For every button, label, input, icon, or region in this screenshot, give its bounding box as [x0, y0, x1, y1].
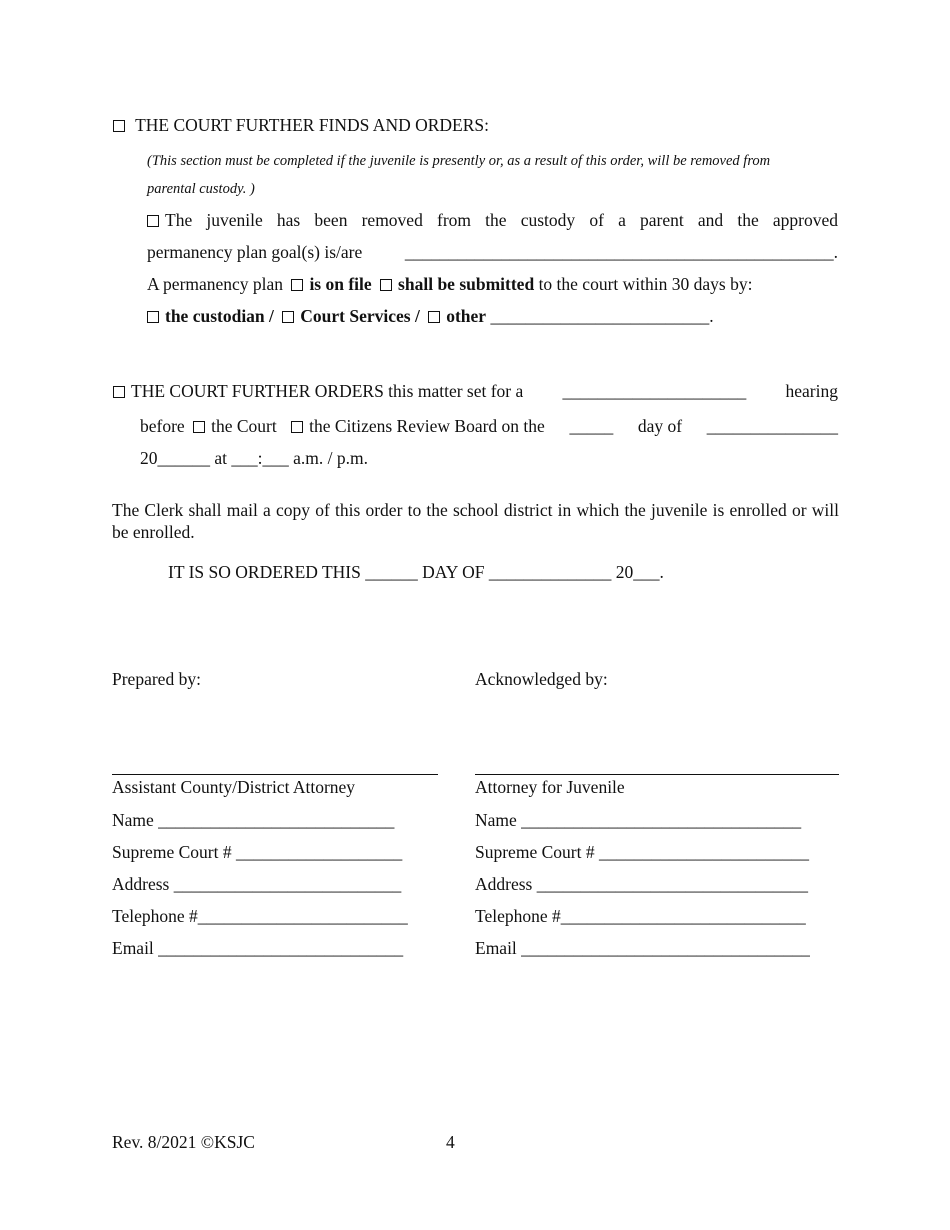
custodian-checkbox[interactable]	[147, 311, 159, 323]
juvenile-attorney-email-field[interactable]: Email _________________________________	[475, 938, 810, 958]
hearing-day-field[interactable]: _____	[569, 416, 614, 436]
day-of-label: day of	[637, 416, 683, 436]
juvenile-attorney-supreme-court-field[interactable]: Supreme Court # ________________________	[475, 842, 809, 862]
prosecutor-telephone-field[interactable]: Telephone #________________________	[112, 906, 408, 926]
other-label: other	[446, 306, 487, 326]
court-finds-heading	[113, 114, 489, 136]
section-note-line1: (This section must be completed if the juvenile is presently or, as a result of this order, will be removed from	[147, 153, 771, 169]
hearing-month-field[interactable]: _______________	[706, 416, 838, 436]
prosecutor-email-field[interactable]: Email ____________________________	[112, 938, 404, 958]
court-finds-heading-text: THE COURT FURTHER FINDS AND ORDERS:	[135, 115, 490, 135]
plan-submitted-checkbox[interactable]	[380, 279, 392, 291]
further-orders-text: THE COURT FURTHER ORDERS this matter set for a	[131, 381, 524, 401]
plan-submitted-suffix: to the court within 30 days by:	[538, 274, 753, 294]
further-orders-line1	[113, 380, 838, 402]
court-finds-checkbox[interactable]	[113, 120, 125, 132]
permanency-goal-field[interactable]: _________________________________________________.	[404, 242, 838, 262]
court-services-checkbox[interactable]	[282, 311, 294, 323]
plan-submitted-label: shall be submitted	[398, 274, 535, 294]
the-court-label: the Court	[211, 416, 277, 436]
juvenile-attorney-title: Attorney for Juvenile	[475, 777, 625, 797]
before-label: before	[140, 416, 185, 436]
so-ordered-line[interactable]: IT IS SO ORDERED THIS ______ DAY OF ______________ 20___.	[168, 562, 664, 582]
removed-custody-line2	[147, 241, 838, 263]
juvenile-attorney-address-field[interactable]: Address _______________________________	[475, 874, 808, 894]
permanency-goal-label: permanency plan goal(s) is/are	[147, 242, 363, 262]
prosecutor-signature-line[interactable]	[112, 774, 438, 775]
the-court-checkbox[interactable]	[193, 421, 205, 433]
prepared-by-label: Prepared by:	[112, 669, 201, 689]
juvenile-attorney-name-field[interactable]: Name ________________________________	[475, 810, 802, 830]
further-orders-line2	[140, 415, 838, 437]
court-services-label: Court Services /	[300, 306, 420, 326]
revision-footer: Rev. 8/2021 ©KSJC	[112, 1132, 255, 1152]
citizens-review-label: the Citizens Review Board on the	[309, 416, 545, 436]
citizens-review-checkbox[interactable]	[291, 421, 303, 433]
prosecutor-supreme-court-field[interactable]: Supreme Court # ___________________	[112, 842, 403, 862]
prosecutor-name-field[interactable]: Name ___________________________	[112, 810, 395, 830]
removed-custody-text: The juvenile has been removed from the custody of a parent and the approved	[165, 210, 838, 230]
other-field[interactable]: _________________________.	[490, 306, 714, 326]
hearing-label: hearing	[785, 381, 838, 401]
page-number: 4	[446, 1132, 455, 1152]
prosecutor-title: Assistant County/District Attorney	[112, 777, 356, 797]
removed-custody-line1	[147, 209, 838, 231]
permanency-plan-line	[147, 273, 752, 295]
hearing-date-time-line[interactable]: 20______ at ___:___ a.m. / p.m.	[140, 448, 368, 468]
submitted-by-line	[147, 305, 714, 327]
section-note-line2: parental custody. )	[147, 181, 255, 197]
acknowledged-by-label: Acknowledged by:	[475, 669, 608, 689]
removed-custody-checkbox[interactable]	[147, 215, 159, 227]
prosecutor-address-field[interactable]: Address __________________________	[112, 874, 402, 894]
permanency-plan-label: A permanency plan	[147, 274, 284, 294]
other-checkbox[interactable]	[428, 311, 440, 323]
further-orders-checkbox[interactable]	[113, 386, 125, 398]
juvenile-attorney-signature-line[interactable]	[475, 774, 839, 775]
hearing-type-field[interactable]: _____________________	[562, 381, 747, 401]
juvenile-attorney-telephone-field[interactable]: Telephone #____________________________	[475, 906, 806, 926]
plan-on-file-label: is on file	[309, 274, 372, 294]
clerk-instruction: The Clerk shall mail a copy of this order to the school district in which the juvenile is enrolled or will be enrolled.	[112, 500, 839, 542]
plan-on-file-checkbox[interactable]	[291, 279, 303, 291]
custodian-label: the custodian /	[165, 306, 274, 326]
